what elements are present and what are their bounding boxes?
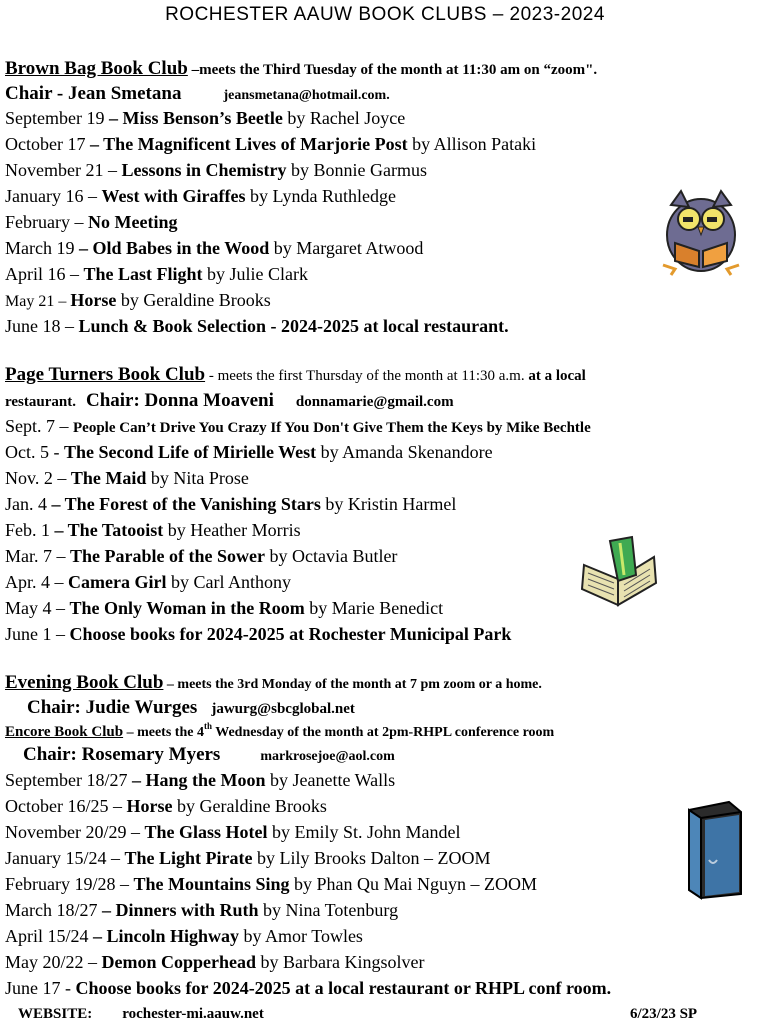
brown-bag-heading	[5, 58, 597, 80]
list-item: November 20/29 – The Glass Hotel by Emily St. John Mandel	[5, 822, 461, 842]
list-item: January 16 – West with Giraffes by Lynda Ruthledge	[5, 186, 396, 206]
page-turners-chair: Chair: Donna Moaveni	[85, 390, 274, 411]
list-item: April 15/24 – Lincoln Highway by Amor Towles	[5, 926, 363, 946]
owl-reading-icon	[653, 183, 749, 278]
list-item: May 4 – The Only Woman in the Room by Marie Benedict	[5, 598, 444, 618]
page-turners-email: donnamarie@gmail.com	[295, 394, 454, 410]
list-item: Sept. 7 – People Can’t Drive You Crazy If You Don't Give Them the Keys by Mike Bechtle	[5, 416, 591, 436]
list-item: January 15/24 – The Light Pirate by Lily Brooks Dalton – ZOOM	[5, 848, 491, 868]
open-book-icon	[580, 535, 658, 607]
list-item: June 18 – Lunch & Book Selection - 2024-2025 at local restaurant.	[5, 316, 509, 336]
list-item: Apr. 4 – Camera Girl by Carl Anthony	[5, 572, 291, 592]
evening-chair: Chair: Judie Wurges	[27, 697, 198, 718]
brown-bag-chair: Chair - Jean Smetana	[5, 83, 182, 104]
brown-bag-email: jeansmetana@hotmail.com.	[223, 88, 390, 103]
encore-name: Encore Book Club	[5, 724, 124, 740]
list-item: May 21 – Horse by Geraldine Brooks	[5, 290, 271, 310]
evening-name: Evening Book Club	[5, 672, 164, 693]
encore-heading: Encore Book Club – meets the 4th Wednesday of the month at 2pm-RHPL conference room	[5, 721, 555, 740]
list-item: October 16/25 – Horse by Geraldine Brooks	[5, 796, 327, 816]
evening-heading	[5, 672, 542, 695]
website-label: WEBSITE:	[18, 1006, 93, 1022]
list-item: Jan. 4 – The Forest of the Vanishing Stars by Kristin Harmel	[5, 494, 457, 514]
encore-chair-line	[5, 744, 395, 767]
list-item: September 18/27 – Hang the Moon by Jeanette Walls	[5, 770, 396, 790]
list-item: February 19/28 – The Mountains Sing by Phan Qu Mai Nguyn – ZOOM	[5, 874, 538, 894]
list-item: June 17 - Choose books for 2024-2025 at a local restaurant or RHPL conf room.	[5, 978, 612, 998]
evening-meets: – meets the 3rd Monday of the month at 7 pm zoom or a home.	[163, 677, 542, 692]
footer-date	[630, 1002, 697, 1024]
page-turners-chair-line: restaurant. Chair: Donna Moaveni donnamarie@gmail.com	[5, 390, 454, 411]
closed-book-icon	[683, 800, 747, 900]
brown-bag-name: Brown Bag Book Club	[5, 58, 188, 79]
page-turners-name: Page Turners Book Club	[5, 364, 206, 385]
page-turners-meets: - meets the first Thursday of the month at 11:30 a.m.	[205, 368, 529, 384]
encore-email: markrosejoe@aol.com	[260, 749, 395, 764]
page-title: ROCHESTER AAUW BOOK CLUBS – 2023-2024	[165, 4, 605, 25]
list-item: June 1 – Choose books for 2024-2025 at Rochester Municipal Park	[5, 624, 512, 644]
list-item: November 21 – Lessons in Chemistry by Bonnie Garmus	[5, 160, 427, 180]
page-turners-heading: Page Turners Book Club - meets the first Thursday of the month at 11:30 a.m. at a local	[5, 364, 586, 385]
list-item: Mar. 7 – The Parable of the Sower by Octavia Butler	[5, 546, 398, 566]
encore-chair: Chair: Rosemary Myers	[23, 744, 221, 765]
footer	[18, 1002, 264, 1024]
list-item: September 19 – Miss Benson’s Beetle by Rachel Joyce	[5, 108, 406, 128]
website-url: rochester-mi.aauw.net	[122, 1006, 264, 1022]
brown-bag-chair-line	[5, 83, 390, 106]
brown-bag-meets: –meets the Third Tuesday of the month at 11:30 am on “zoom".	[187, 62, 598, 78]
date-code: 6/23/23 SP	[630, 1006, 698, 1022]
list-item: February – No Meeting	[5, 212, 178, 232]
list-item: April 16 – The Last Flight by Julie Clark	[5, 264, 309, 284]
evening-email: jawurg@sbcglobal.net	[211, 701, 355, 717]
list-item: Oct. 5 - The Second Life of Mirielle West by Amanda Skenandore	[5, 442, 493, 462]
list-item: Feb. 1 – The Tatooist by Heather Morris	[5, 520, 301, 540]
list-item: March 19 – Old Babes in the Wood by Margaret Atwood	[5, 238, 424, 258]
list-item: Nov. 2 – The Maid by Nita Prose	[5, 468, 249, 488]
list-item: October 17 – The Magnificent Lives of Marjorie Post by Allison Pataki	[5, 134, 537, 154]
evening-chair-line	[5, 697, 355, 719]
list-item: March 18/27 – Dinners with Ruth by Nina Totenburg	[5, 900, 399, 920]
list-item: May 20/22 – Demon Copperhead by Barbara Kingsolver	[5, 952, 425, 972]
